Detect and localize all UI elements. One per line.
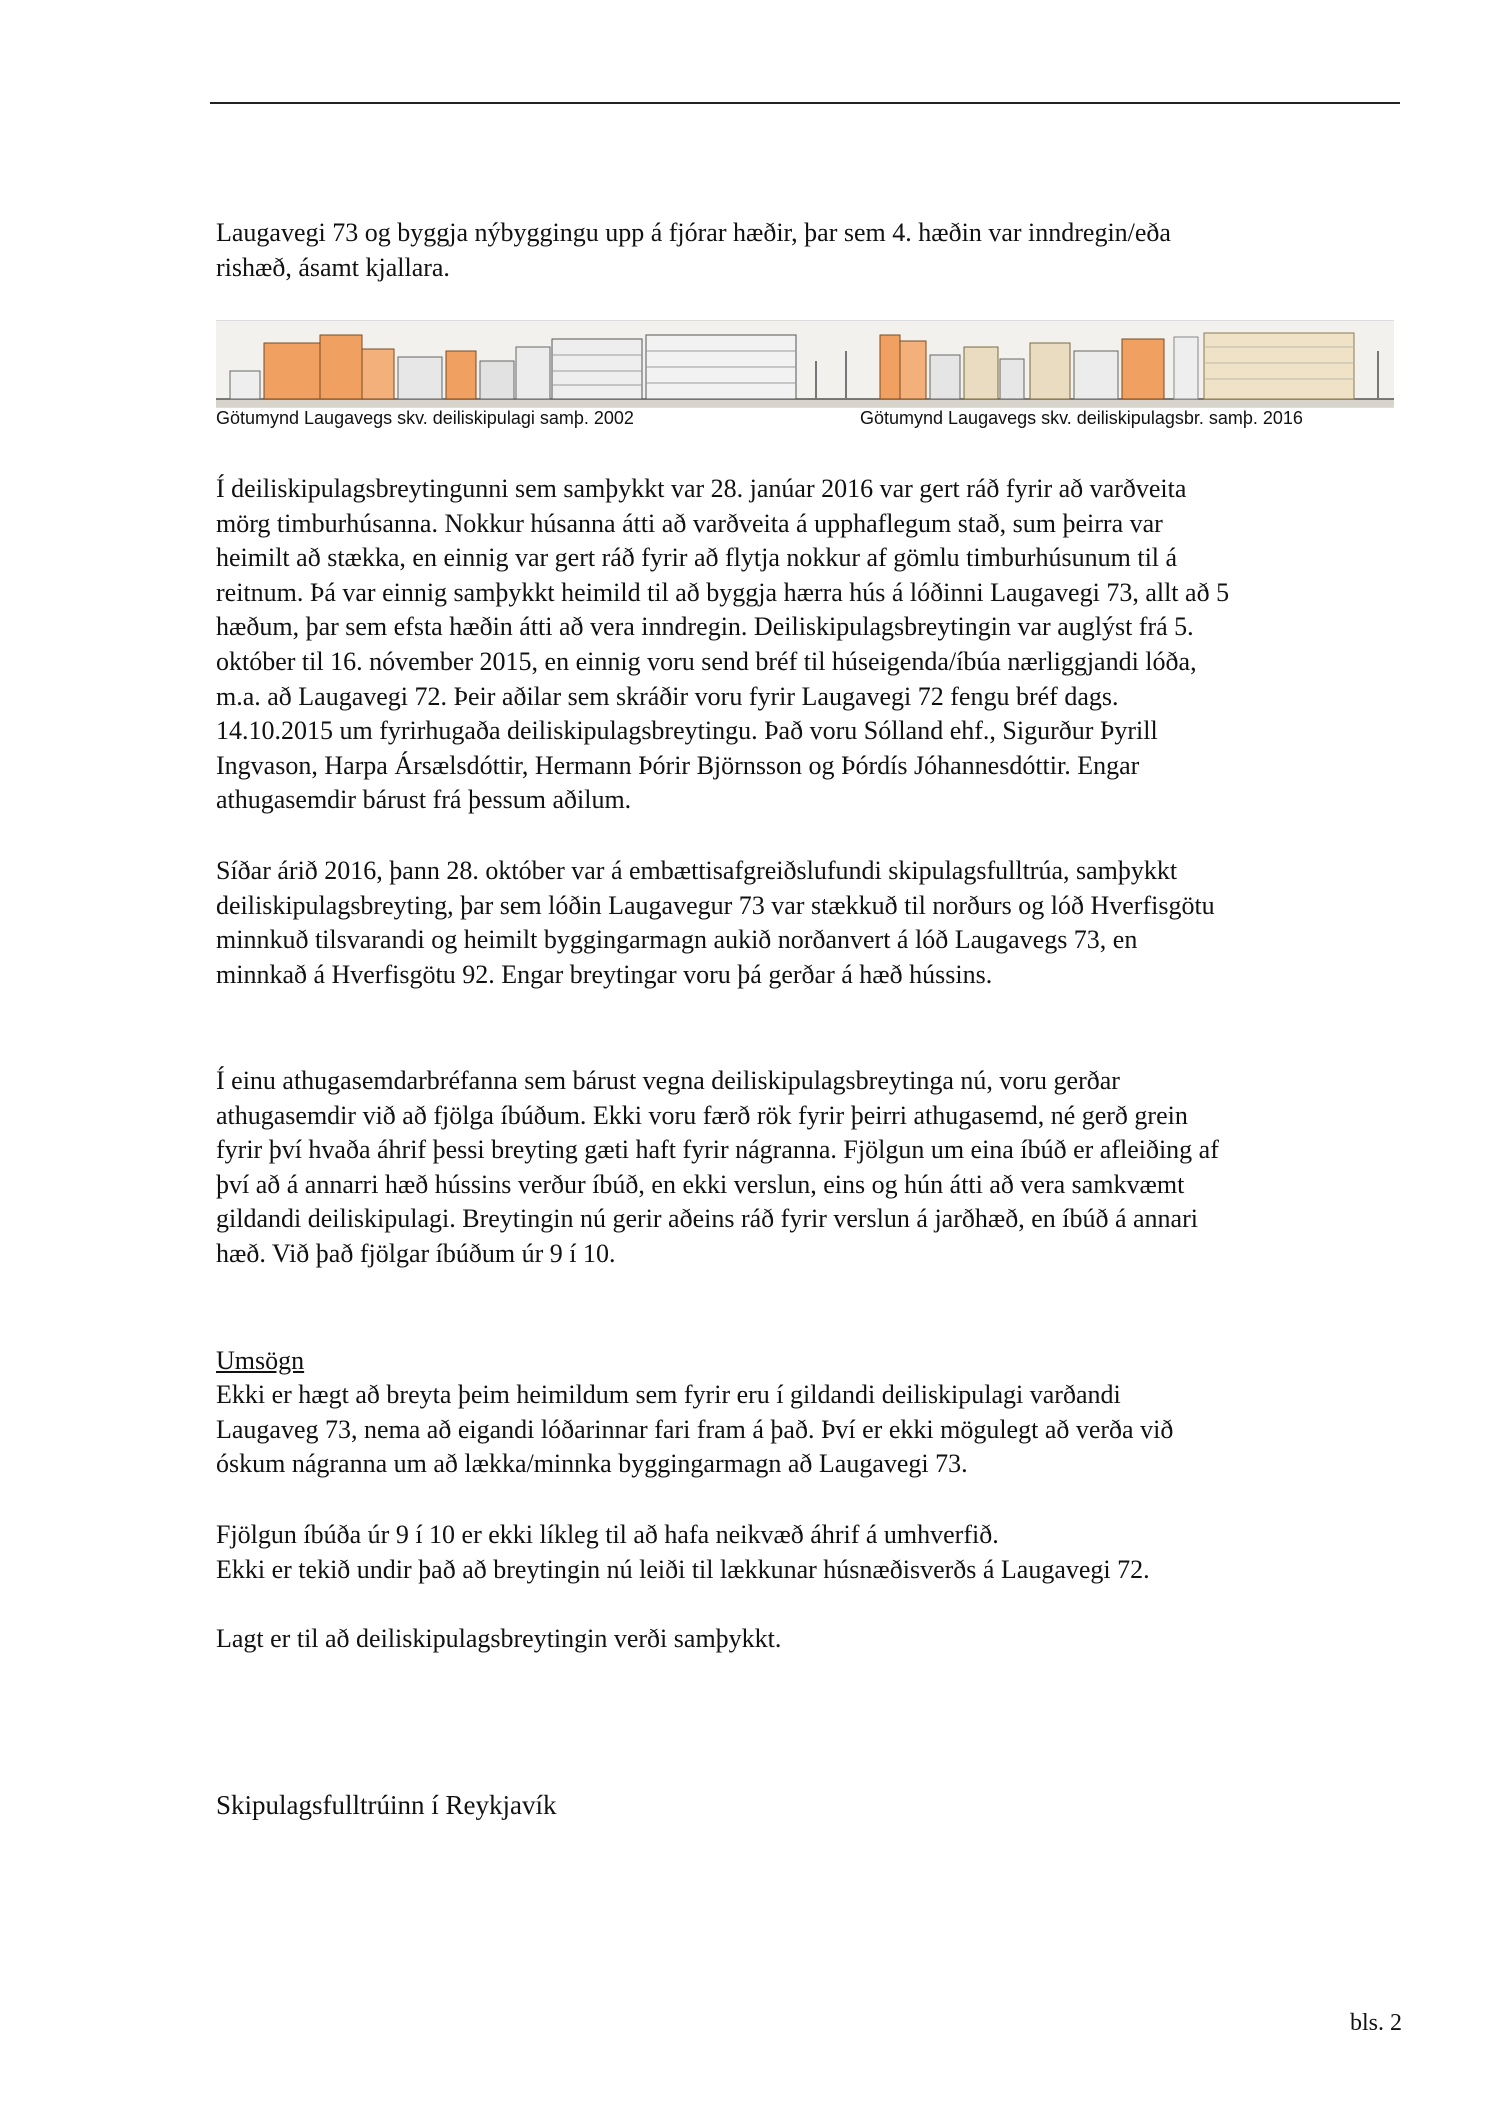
header-rule xyxy=(210,102,1400,104)
text-line: Síðar árið 2016, þann 28. október var á embættisafgreiðslufundi skipulagsfulltrúa, samþykkt xyxy=(216,856,1178,885)
street-elevation-2016-figure xyxy=(834,320,1394,408)
street-elevation-2002-figure xyxy=(216,320,836,408)
text-line: Lagt er til að deiliskipulagsbreytingin verði samþykkt. xyxy=(216,1624,782,1653)
street-elevation-2002-drawing xyxy=(216,321,836,407)
paragraph-october-2016 xyxy=(216,854,1366,992)
page-number: bls. 2 xyxy=(1349,2010,1402,2036)
text-line: 14.10.2015 um fyrirhugaða deiliskipulagsbreytingu. Það voru Sólland ehf., Sigurður Þyrill xyxy=(216,716,1158,746)
text-line: því að á annarri hæð hússins verður íbúð, en ekki verslun, eins og hún átti að vera samkvæmt xyxy=(216,1169,1185,1199)
text-line: mörg timburhúsanna. Nokkur húsanna átti að varðveita á upphaflegum stað, sum þeirra var xyxy=(216,508,1163,538)
text-line: heimilt að stækka, en einnig var gert ráð fyrir að flytja nokkur af gömlu timburhúsunum til á xyxy=(216,543,1178,573)
paragraph-umsogn xyxy=(216,1378,1366,1482)
text-line: minnkað á Hverfisgötu 92. Engar breytingar voru þá gerðar á hæð hússins. xyxy=(216,959,993,989)
text-line: athugasemdir við að fjölga íbúðum. Ekki voru færð rök fyrir þeirri athugasemd, né gerð grein xyxy=(216,1100,1188,1130)
paragraph-effects xyxy=(216,1518,1366,1587)
text-line: Í deiliskipulagsbreytingunni sem samþykkt var 28. janúar 2016 var gert ráð fyrir að varðveita xyxy=(216,474,1187,503)
text-line: rishæð, ásamt kjallara. xyxy=(216,252,450,282)
text-line: hæð. Við það fjölgar íbúðum úr 9 í 10. xyxy=(216,1238,616,1268)
text-line: Laugaveg 73, nema að eigandi lóðarinnar fari fram á það. Því er ekki mögulegt að verða við xyxy=(216,1414,1174,1444)
paragraph-2016-amendment xyxy=(216,472,1366,818)
text-line: Fjölgun íbúða úr 9 í 10 er ekki líkleg til að hafa neikvæð áhrif á umhverfið. xyxy=(216,1520,999,1549)
text-line: hæðum, þar sem efsta hæðin átti að vera inndregin. Deiliskipulagsbreytingin var auglýst frá 5. xyxy=(216,612,1194,642)
text-line: óskum nágranna um að lækka/minnka byggingarmagn að Laugavegi 73. xyxy=(216,1449,968,1479)
text-line: Ekki er hægt að breyta þeim heimildum sem fyrir eru í gildandi deiliskipulagi varðandi xyxy=(216,1380,1121,1409)
text-line: Ekki er tekið undir það að breytingin nú leiði til lækkunar húsnæðisverðs á Laugavegi 72. xyxy=(216,1554,1150,1584)
text-line: m.a. að Laugavegi 72. Þeir aðilar sem skráðir voru fyrir Laugavegi 72 fengu bréf dags. xyxy=(216,681,1119,711)
text-line: reitnum. Þá var einnig samþykkt heimild til að byggja hærra hús á lóðinni Laugavegi 73, allt að 5 xyxy=(216,577,1230,607)
intro-paragraph xyxy=(216,216,1366,285)
text-line: Ingvason, Harpa Ársælsdóttir, Hermann Þórir Björnsson og Þórdís Jóhannesdóttir. Engar xyxy=(216,750,1140,780)
signature-line: Skipulagsfulltrúinn í Reykjavík xyxy=(216,1790,557,1820)
figure-caption-2016: Götumynd Laugavegs skv. deiliskipulagsbr. samþ. 2016 xyxy=(860,408,1303,428)
text-line: deiliskipulagsbreyting, þar sem lóðin Laugavegur 73 var stækkuð til norðurs og lóð Hverfisgötu xyxy=(216,890,1215,920)
text-line: minnkuð tilsvarandi og heimilt byggingarmagn aukið norðanvert á lóð Laugavegs 73, en xyxy=(216,925,1138,955)
text-line: Í einu athugasemdarbréfanna sem bárust vegna deiliskipulagsbreytinga nú, voru gerðar xyxy=(216,1066,1120,1095)
text-line: fyrir því hvaða áhrif þessi breyting gæti haft fyrir nágranna. Fjölgun um eina íbúð er afleiðing af xyxy=(216,1135,1219,1165)
umsogn-heading: Umsögn xyxy=(216,1346,305,1375)
text-line: gildandi deiliskipulagi. Breytingin nú gerir aðeins ráð fyrir verslun á jarðhæð, en íbúð á annari xyxy=(216,1204,1198,1234)
text-line: október til 16. nóvember 2015, en einnig voru send bréf til húseigenda/íbúa nærliggjandi lóða, xyxy=(216,646,1197,676)
text-line: athugasemdir bárust frá þessum aðilum. xyxy=(216,785,632,815)
paragraph-proposal xyxy=(216,1622,1366,1657)
figure-caption-2002: Götumynd Laugavegs skv. deiliskipulagi samþ. 2002 xyxy=(216,408,634,428)
paragraph-objections xyxy=(216,1064,1366,1272)
street-elevation-2016-drawing xyxy=(834,321,1394,407)
text-line: Laugavegi 73 og byggja nýbyggingu upp á fjórar hæðir, þar sem 4. hæðin var inndregin/eða xyxy=(216,218,1171,247)
